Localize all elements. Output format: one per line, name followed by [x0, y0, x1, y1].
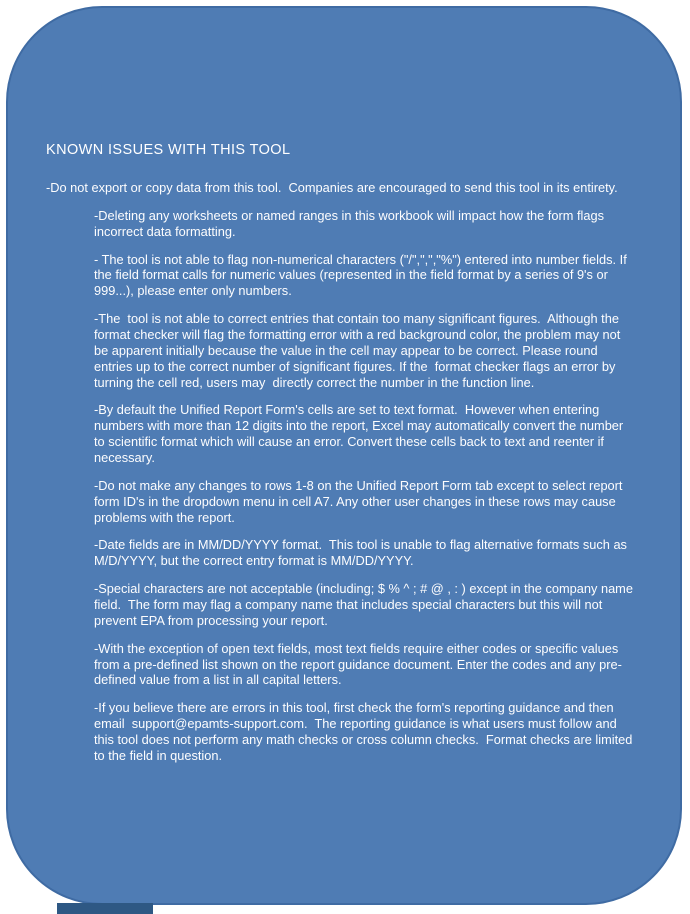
shape-text-content — [46, 142, 636, 776]
paragraph-significant-figures: -The tool is not able to correct entries that contain too many significant figures. Although the format checker will flag the formatting error with a red background color, the problem may not be apparent initially because the value in the cell may appear to be correct. Please round entries up to the correct number of significant figures. If the format checker flags an error by turning the cell red, users may directly correct the number in the function line. — [94, 311, 624, 390]
paragraph-deleting-worksheets: -Deleting any worksheets or named ranges in this workbook will impact how the form flags incorrect data formatting. — [94, 207, 608, 239]
paragraph-rows-1-8: -Do not make any changes to rows 1-8 on the Unified Report Form tab except to select report form ID's in the dropdown menu in cell A7. Any other user changes in these rows may cause problems with the report. — [94, 477, 627, 525]
page-title: KNOWN ISSUES WITH THIS TOOL — [46, 142, 291, 158]
paragraph-errors-contact: -If you believe there are errors in this tool, first check the form's reporting guidance and then email support@epamts-support.com. The reporting guidance is what users must follow and this tool does not perform any math checks or cross column checks. Format checks are limited to the field in question. — [94, 700, 636, 763]
bottom-tab-strip — [57, 903, 153, 914]
paragraph-non-numerical-characters: - The tool is not able to flag non-numerical characters ("/",",","%") entered into number fields. If the field format calls for numeric values (represented in the field format by a series of 9's or 999...), please enter only numbers. — [94, 251, 631, 299]
paragraph-text-format: -By default the Unified Report Form's cells are set to text format. However when entering numbers with more than 12 digits into the report, Excel may automatically convert the number to scientific format which will cause an error. Convert these cells back to text and reenter if necessary. — [94, 402, 627, 466]
rounded-rectangle-shape — [6, 6, 682, 905]
paragraph-date-fields: -Date fields are in MM/DD/YYYY format. This tool is unable to flag alternative formats such as M/D/YYYY, but the correct entry format is MM/DD/YYYY. — [94, 537, 631, 569]
paragraph-special-characters: -Special characters are not acceptable (including; $ % ^ ; # @ , : ) except in the company name field. The form may flag a company name that includes special characters but this will not prevent EPA from processing your report. — [94, 581, 637, 628]
paragraph-intro: -Do not export or copy data from this tool. Companies are encouraged to send this tool in its entirety. — [46, 180, 618, 195]
paragraph-pre-defined-values: -With the exception of open text fields, most text fields require either codes or specific values from a pre-defined list shown on the report guidance document. Enter the codes and any pre-defined value from a list in all capital letters. — [94, 640, 622, 688]
